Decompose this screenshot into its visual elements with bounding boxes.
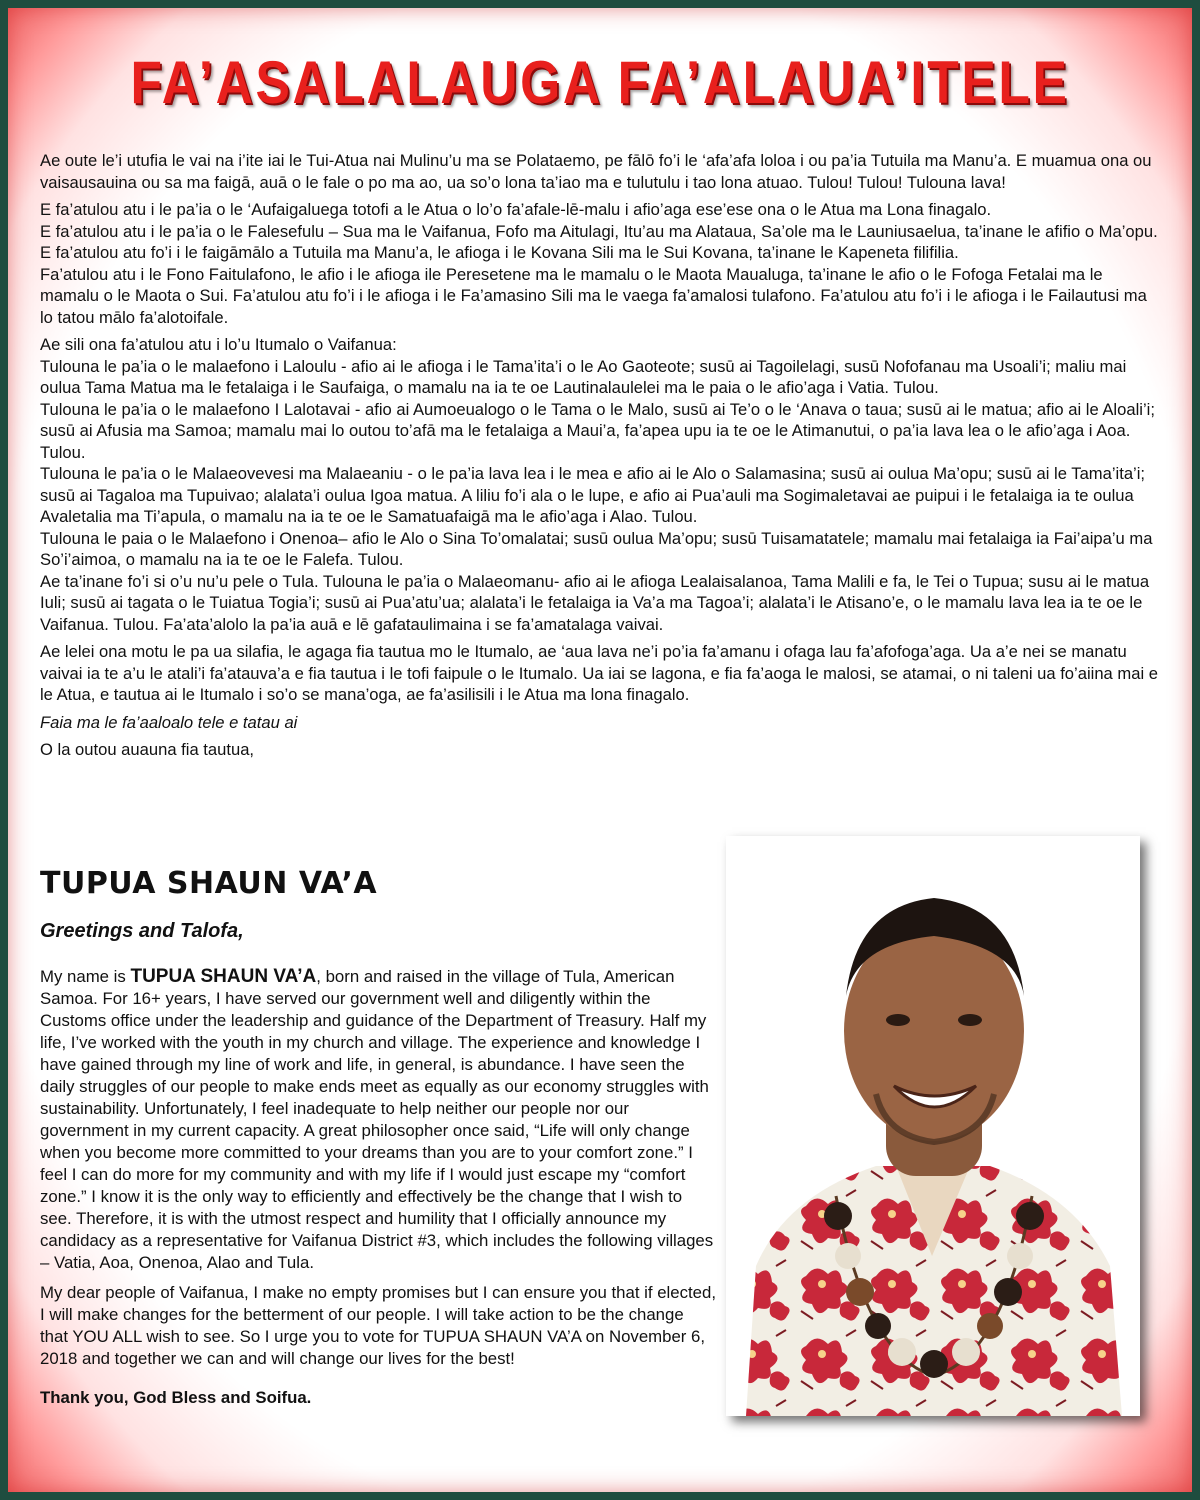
samoan-line: Ae sili ona fa’atulou atu i lo’u Itumalo o Vaifanua:	[40, 335, 397, 354]
closing-line: O la outou auauna fia tautua,	[40, 740, 255, 759]
samoan-line: Ae ta’inane fo’i si o’u nu’u pele o Tula. Tulouna le pa’ia o Malaeomanu- afio ai le afioga Lealaisalanoa, Tama Malili e fa, le Tei o Tupua; susu ai le matua Iuli; susū ai tagata o le Tuiatua Togia’i; susū ai Pua’atu’ua; alalata’i le fetalaiga ia Va’a ma Tagoa’i; alalata’i le Atisano’e, o le mamalu lava lea ia te oe le Vaifanua. Tulou. Fa’ata’alolo la pa’ia auā e lē gafataulimaina i se fa’amatalaga vaivai.	[40, 571, 1150, 634]
greeting: Greetings and Talofa,	[40, 920, 244, 942]
closing-italic: Faia ma le fa’aaloalo tele e tatau ai	[40, 712, 298, 732]
english-paragraph-1-rest: , born and raised in the village of Tula, American Samoa. For 16+ years, I have served our government well and diligently within the Customs office under the leadership and guidance of the Department of Treasury. Half my life, I’ve worked with the youth in my church and village. The experience and knowledge I have gained through my line of work and life, in general, is abundance. I have seen the daily struggles of our people to make ends meet as equally as our economy struggles with sustainability. Unfortunately, I feel inadequate to help neither our people nor our government in my current capacity. A great philosopher once said, “Life will only change when you become more committed to your dreams than you are to your comfort zone.” I feel I can do more for my community and with my life if I would just escape my “comfort zone.” I know it is the only way to efficiently and effectively be the change that I wish to see. Therefore, it is with the utmost respect and humility that I officially announce my candidacy as a representative for Vaifanua District #3, which includes the following villages – Vatia, Aoa, Onenoa, Alao and Tula.	[40, 967, 714, 1272]
samoan-line: E fa’atulou atu i le pa’ia o le Falesefulu – Sua ma le Vaifanua, Fofo ma Aitulagi, Itu’au ma Alataua, Sa’ole ma le Launiusaelua, ta’inane le afifio o Ma’opu.	[40, 221, 1158, 241]
thanks-line: Thank you, God Bless and Soifua.	[40, 1388, 312, 1407]
samoan-body	[40, 150, 1160, 767]
candidate-portrait-photo	[726, 836, 1140, 1416]
samoan-line: Tulouna le pa’ia o le malaefono i Laloulu - afio ai le afioga i le Tama’ita’i o le Ao Gaoteote; susū ai Tagoilelagi, susū Nofofanau ma Usoali’i; maliu mai oulua Tama Matua ma le fetalaiga i le Saufaiga, o mamalu na ia te oe Lautinalaulelei ma le paia o le afio’aga i Vatia. Tulou.	[40, 356, 1127, 397]
english-paragraph-1	[40, 966, 716, 1274]
english-intro: My name is	[40, 967, 131, 986]
samoan-line: E fa’atulou atu fo’i i le faigāmālo a Tutuila ma Manu’a, le afioga i le Kovana Sili ma le Sui Kovana, ta’inane le Kapeneta filifilia.	[40, 243, 959, 262]
samoan-paragraph-3	[40, 334, 1160, 635]
samoan-line: Tulouna le pa’ia o le Malaeovevesi ma Malaeaniu - o le pa’ia lava lea i le mea e afio ai le Alo o Salamasina; susū ai oulua Ma’opu; susū ai le Tama’ita’i; susū ai Tagaloa ma Tupuivao; alalata’i oulua Igoa matua. A liliu fo’i ala o le lupe, e afio ai Pua’auli ma Sogimaletavai ae puipui i le fetalaiga ia te oulua Avaletalia ma Ti’apula, o mamalu na ia te oe le Samatuafaigā ma le afio’aga i Alao. Tulou.	[40, 464, 1146, 526]
english-paragraph-2: My dear people of Vaifanua, I make no empty promises but I can ensure you that if elected, I will make changes for the betterment of our people. I will take action to be the change that YOU ALL wish to see. So I urge you to vote for TUPUA SHAUN VA’A on November 6, 2018 and together we can and will change our lives for the best!	[40, 1283, 716, 1368]
candidate-name: TUPUA SHAUN VA’A	[130, 966, 317, 987]
english-body	[40, 966, 716, 1378]
samoan-line: Tulouna le paia o le Malaefono i Onenoa– afio le Alo o Sina To’omalatai; susū oulua Ma’opu; susū Tuisamatatele; mamalu mai fetalaiga ia Fai’aipa’u ma So’i’aimoa, o mamalu na ia te oe le Falefa. Tulou.	[40, 528, 1153, 569]
samoan-line: Tulouna le pa’ia o le malaefono I Lalotavai - afio ai Aumoeualogo o le Tama o le Malo, susū ai Te’o o le ‘Anava o taua; susū ai le matua; afio ai le Aloali’i; susū ai Afusia ma Samoa; mamalu mai lo outou to’afā ma le fetalaiga a Maui’a, fa’apea upu ia te oe le Atimanutui, o pa’ia lava lea o le afio’aga i Aoa. Tulou.	[40, 399, 1155, 462]
samoan-paragraph-4: Ae lelei ona motu le pa ua silafia, le agaga fia tautua mo le Itumalo, ae ‘aua lava ne’i po’ia fa’amanu i ofaga lau fa’afofoga’aga. Ua a’e nei se manatu vaivai ia te a’u le atali’i fa’atauva’a e fia tautua i le tofi faipule o le Itumalo. Ua iai se lagona, e fia fa’aoga le malosi, se atamai, o ni taleni ua fo’aiina mai e le Atua, e tautua ai le Itumalo i so’o se mana’oga, ae fa’asilisili i le Atua ma lona finagalo.	[40, 642, 1158, 704]
page-title: FA’ASALALAUGA FA’ALAUA’ITELE	[130, 49, 1070, 116]
samoan-line: E fa’atulou atu i le pa’ia o le ‘Aufaigaluega totofi a le Atua o lo’o fa’afale-lē-malu i afio’aga ese’ese ona o le Atua ma Lona finagalo.	[40, 200, 992, 219]
samoan-paragraph-2	[40, 199, 1160, 328]
samoan-paragraph-1: Ae oute le’i utufia le vai na i’ite iai le Tui-Atua nai Mulinu’u ma se Polataemo, pe fālō fo’i le ‘afa’afa loloa i ou pa’ia Tutuila ma Manu’a. E muamua ona ou vaisausauina ou sa ma faigā, auā o le fale o po ma ao, ua so’o lona ta’iao ma e tulutulu i tao lona atuao. Tulou! Tulou! Tulouna lava!	[40, 151, 1152, 192]
samoan-line: Fa’atulou atu i le Fono Faitulafono, le afio i le afioga ile Peresetene ma le mamalu o le Maota Maualuga, ta’inane le afio o le Fofoga Fetalai ma le mamalu o le Maota o Sui. Fa’atulou atu fo’i i le afioga i le Fa’amasino Sili ma le vaega fa’amalosi tulafono. Fa’atulou atu fo’i i le afioga i le Failautusi ma lo tatou mālo fa’alotoifale.	[40, 264, 1147, 327]
signature-name: TUPUA SHAUN VA’A	[40, 866, 378, 901]
portrait-photo-icon	[726, 836, 1140, 1416]
